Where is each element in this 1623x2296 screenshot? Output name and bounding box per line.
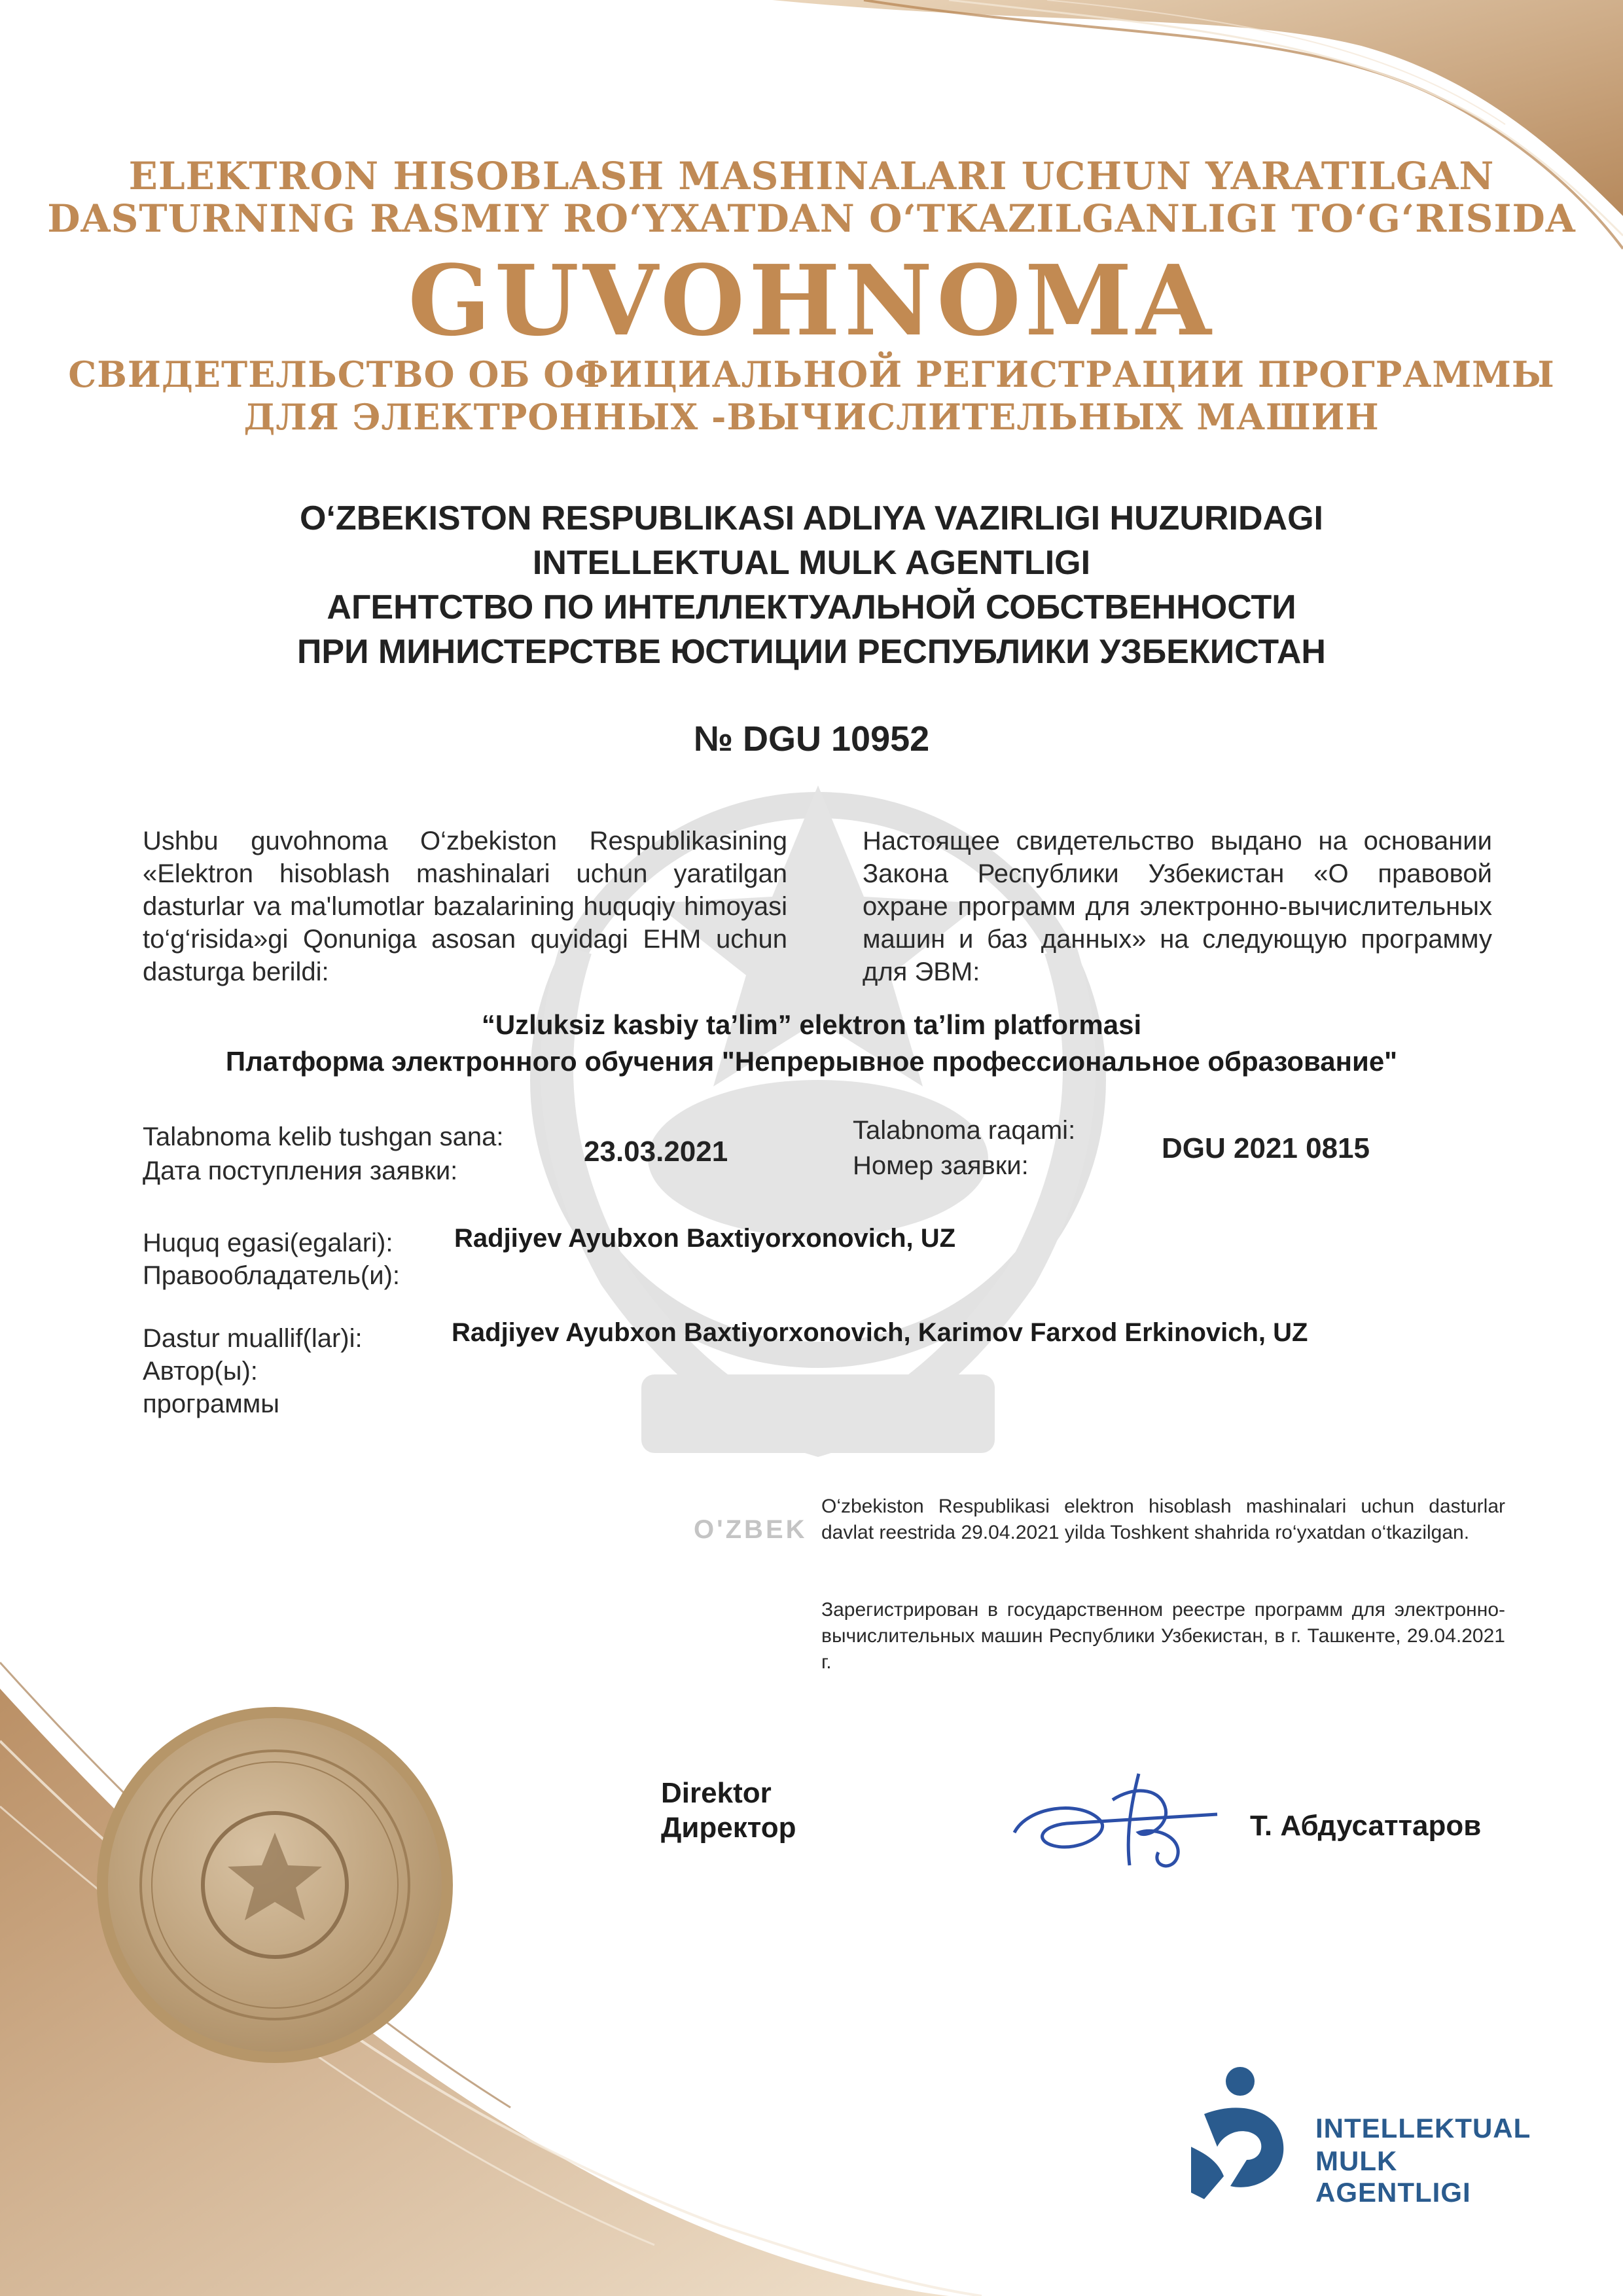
agency-uz-line2: INTELLEKTUAL MULK AGENTLIGI xyxy=(532,544,1091,582)
signatory-name: Т. Абдусаттаров xyxy=(1250,1810,1482,1842)
application-date-value: 23.03.2021 xyxy=(584,1136,728,1168)
program-name-uz: “Uzluksiz kasbiy ta’lim” elektron ta’lim platformasi xyxy=(481,1009,1142,1040)
program-name-ru: Платформа электронного обучения "Непрерывное профессиональное образование" xyxy=(225,1046,1398,1077)
application-number-label-ru: Номер заявки: xyxy=(853,1151,1029,1180)
rightholder-label-uz: Huquq egasi(egalari): xyxy=(143,1229,393,1257)
agency-logo-icon xyxy=(1185,2062,1296,2206)
certificate-number: № DGU 10952 xyxy=(693,719,930,759)
registry-note-uz: O‘zbekiston Respublikasi elektron hisoblash mashinalari uchun dasturlar davlat reestrida 29.04.2021 yilda Toshkent shahrida ro‘yxatdan o‘tkazilgan. xyxy=(821,1496,1505,1543)
agency-ru-line2: ПРИ МИНИСТЕРСТВЕ ЮСТИЦИИ РЕСПУБЛИКИ УЗБЕКИСТАН xyxy=(297,633,1326,671)
emblem-watermark-text: O'ZBEK xyxy=(694,1515,808,1544)
authors-value: Radjiyev Ayubxon Baxtiyorxonovich, Karimov Farxod Erkinovich, UZ xyxy=(452,1318,1308,1347)
rightholder-label-ru: Правообладатель(и): xyxy=(143,1261,401,1290)
handwritten-signature xyxy=(1001,1761,1276,1878)
signatory-title-ru: Директор xyxy=(661,1812,796,1844)
application-date-label-uz: Talabnoma kelib tushgan sana: xyxy=(143,1122,504,1151)
title-ru-line2: ДЛЯ ЭЛЕКТРОННЫХ -ВЫЧИСЛИТЕЛЬНЫХ МАШИН xyxy=(243,396,1380,438)
agency-logo xyxy=(1185,2062,1551,2206)
application-number-value: DGU 2021 0815 xyxy=(1162,1132,1370,1164)
rightholder-value: Radjiyev Ayubxon Baxtiyorxonovich, UZ xyxy=(454,1224,956,1253)
intro-ru: Настоящее свидетельство выдано на основании Закона Республики Узбекистан «О правовой охране программ для электронно-вычислительных машин и баз данных» на следующую программу для ЭВМ: xyxy=(863,827,1492,986)
agency-logo-line1: INTELLEKTUAL xyxy=(1315,2113,1531,2144)
title-uz-line1: ELEKTRON HISOBLASH MASHINALARI UCHUN YARATILGAN xyxy=(128,154,1495,198)
title-uz-line2: DASTURNING RASMIY RO‘YXATDAN O‘TKAZILGANLIGI TO‘G‘RISIDA xyxy=(47,196,1576,241)
title-ru-line1: СВИДЕТЕЛЬСТВО ОБ ОФИЦИАЛЬНОЙ РЕГИСТРАЦИИ ПРОГРАММЫ xyxy=(68,353,1555,395)
official-seal xyxy=(92,1702,458,2068)
signatory-title-uz: Direktor xyxy=(661,1777,772,1809)
authors-label-uz: Dastur muallif(lar)i: xyxy=(143,1324,363,1353)
authors-label-ru1: Автор(ы): xyxy=(143,1357,258,1386)
agency-ru-line1: АГЕНТСТВО ПО ИНТЕЛЛЕКТУАЛЬНОЙ СОБСТВЕННОСТИ xyxy=(327,588,1296,626)
application-number-label-uz: Talabnoma raqami: xyxy=(853,1116,1076,1145)
agency-uz-line1: O‘ZBEKISTON RESPUBLIKASI ADLIYA VAZIRLIGI HUZURIDAGI xyxy=(300,499,1323,537)
main-title: GUVOHNOMA xyxy=(408,243,1215,357)
authors-label-ru2: программы xyxy=(143,1390,279,1418)
emblem-watermark xyxy=(445,622,1191,1604)
registry-note-ru: Зарегистрирован в государственном реестре программ для электронно-вычислительных машин Республики Узбекистан, в г. Ташкенте, 29.04.2021 г. xyxy=(821,1599,1505,1673)
intro-uz: Ushbu guvohnoma O‘zbekiston Respublikasining «Elektron hisoblash mashinalari uchun yaratilgan dasturlar va ma'lumotlar bazalarining huquqiy himoyasi to‘g‘risida»gi Qonuniga asosan quyidagi EHM uchun dasturga berildi: xyxy=(143,827,787,986)
agency-logo-line2: MULK AGENTLIGI xyxy=(1315,2145,1471,2208)
application-date-label-ru: Дата поступления заявки: xyxy=(143,1157,458,1185)
